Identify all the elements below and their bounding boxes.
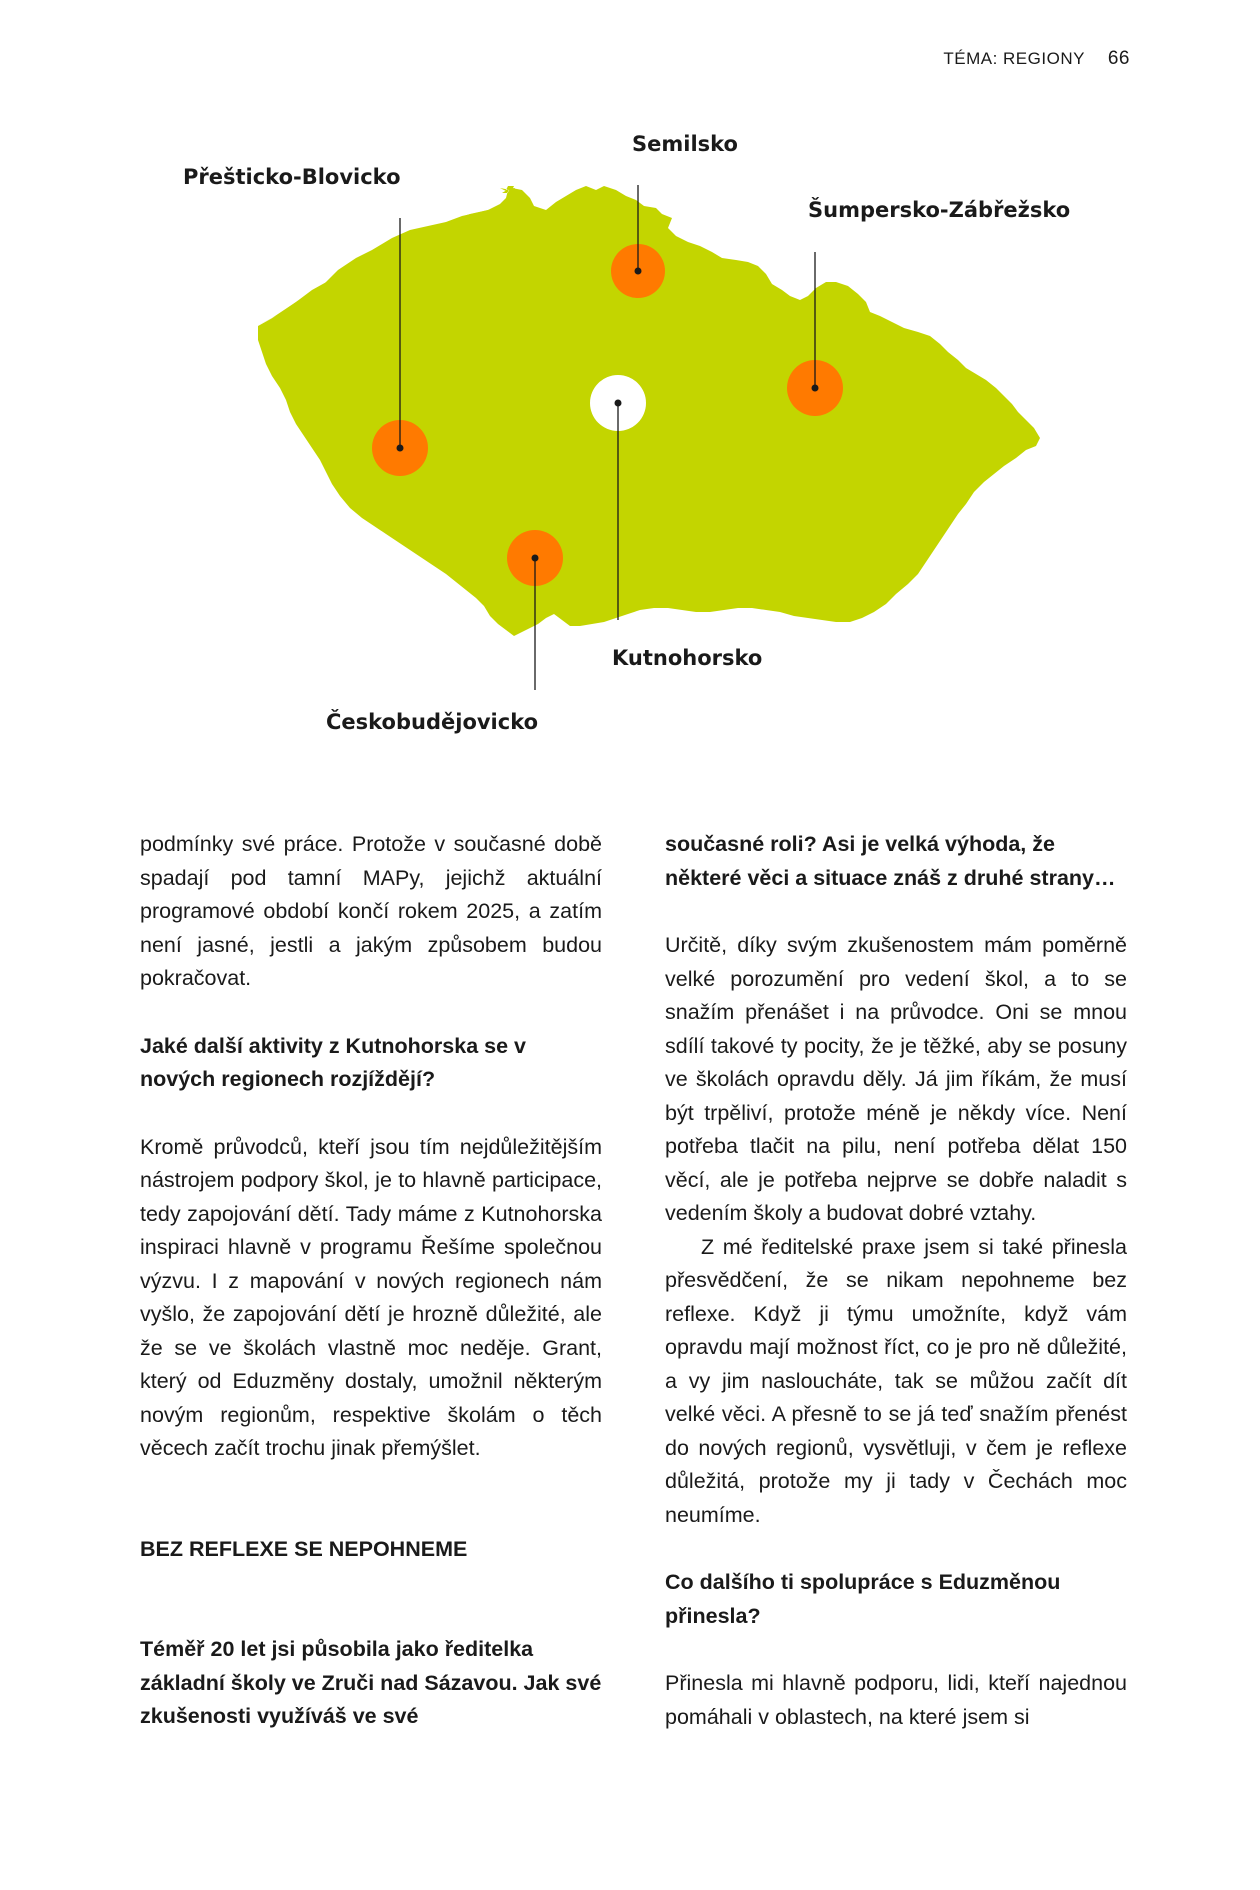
section-heading: BEZ REFLEXE SE NEPOHNEME <box>140 1536 468 1561</box>
paragraph: Kromě průvodců, kteří jsou tím nejdůležitějším nástrojem podpory škol, je to hlavně participace, tedy zapojování dětí. Tady máme z Kutnohorska inspiraci hlavně v programu Řešíme společnou výzvu. I z mapování v nových regionech nám vyšlo, že zapojování dětí je hrozně důležité, ale že se ve školách vlastně moc neděje. Grant, který od Eduzměny dostaly, umožnil některým novým regionům, respektive školám o těch věcech začít trochu jinak přemýšlet. <box>140 1134 602 1460</box>
label-sumperk: Šumpersko-Zábřežsko <box>808 198 1071 222</box>
question: Jaké další aktivity z Kutnohorska se v nových regionech rozjíždějí? <box>140 1033 526 1091</box>
label-kutnohorsko: Kutnohorsko <box>612 646 763 670</box>
right-column <box>665 828 1127 1734</box>
question: Co dalšího ti spolupráce s Eduzměnou přinesla? <box>665 1570 1061 1628</box>
paragraph: Přinesla mi hlavně podporu, lidi, kteří najednou pomáhali v oblastech, na které jsem si <box>665 1671 1127 1729</box>
label-budejovice: Českobudějovicko <box>326 710 539 734</box>
section-title: TÉMA: REGIONY <box>943 49 1085 68</box>
label-prestice: Přešticko-Blovicko <box>183 165 401 189</box>
paragraph: Určitě, díky svým zkušenostem mám poměrně velké porozumění pro vedení škol, a to se snažím přenášet i na průvodce. Oni se mnou sdílí takové ty pocity, že je těžké, aby se posuny ve školách opravdu děly. Já jim říkám, že musí být trpěliví, protože méně je někdy více. Není potřeba tlačit na pilu, není potřeba dělat 150 věcí, ale je potřeba nejprve se dobře naladit s vedením školy a budovat dobré vztahy. <box>665 933 1127 1225</box>
left-column <box>140 828 602 1734</box>
label-semilsko: Semilsko <box>632 132 738 156</box>
page-number: 66 <box>1107 48 1130 69</box>
paragraph: podmínky své práce. Protože v současné době spadají pod tamní MAPy, jejichž aktuální programové období končí rokem 2025, a zatím není jasné, jestli a jakým způsobem budou pokračovat. <box>140 832 602 990</box>
question: Téměř 20 let jsi působila jako ředitelka základní školy ve Zruči nad Sázavou. Jak své zkušenosti využíváš ve své <box>140 1637 602 1728</box>
question: současné roli? Asi je velká výhoda, že některé věci a situace znáš z druhé strany… <box>665 832 1116 890</box>
paragraph: Z mé ředitelské praxe jsem si také přinesla přesvědčení, že se nikam nepohneme bez reflexe. Když ji týmu umožníte, když vám opravdu mají možnost říct, co je pro ně důležité, a vy jim nasloucháte, tak se můžou začít dít velké věci. A přesně to se já teď snažím přenést do nových regionů, vysvětluji, v čem je reflexe důležitá, protože my ji tady v Čechách moc neumíme. <box>665 1234 1127 1527</box>
